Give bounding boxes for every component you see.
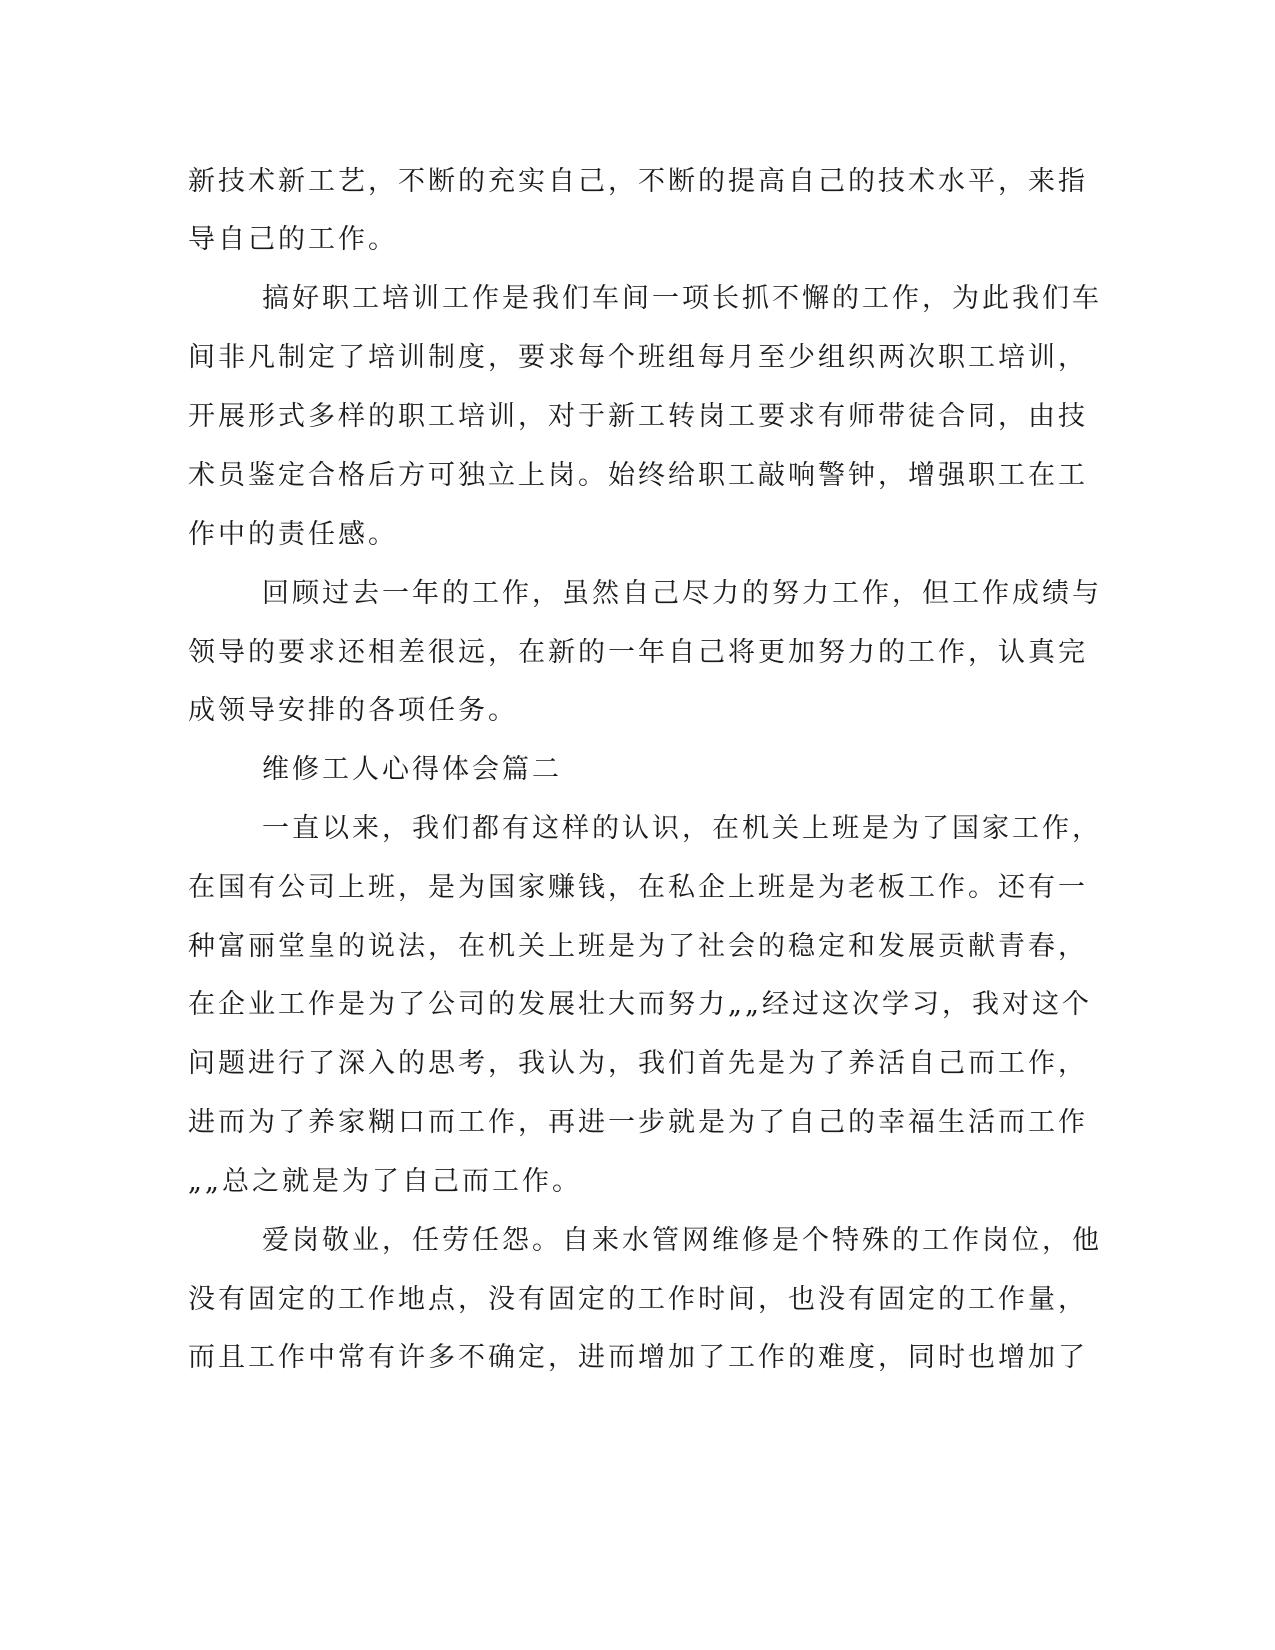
text-line: 一直以来，我们都有这样的认识，在机关上班是为了国家工作， bbox=[262, 813, 1102, 844]
text-line: 开展形式多样的职工培训，对于新工转岗工要求有师带徒合同，由技 bbox=[188, 401, 1088, 432]
text-line: 术员鉴定合格后方可独立上岗。始终给职工敲响警钟，增强职工在工 bbox=[188, 460, 1088, 491]
text-line: 而且工作中常有许多不确定，进而增加了工作的难度，同时也增加了 bbox=[188, 1342, 1088, 1373]
text-line: 没有固定的工作地点，没有固定的工作时间，也没有固定的工作量， bbox=[188, 1284, 1088, 1315]
text-line: „„总之就是为了自己而工作。 bbox=[188, 1166, 582, 1197]
text-line: 作中的责任感。 bbox=[188, 519, 398, 550]
text-line: 领导的要求还相差很远，在新的一年自己将更加努力的工作，认真完 bbox=[188, 637, 1088, 668]
text-line: 间非凡制定了培训制度，要求每个班组每月至少组织两次职工培训， bbox=[188, 342, 1088, 373]
text-line: 爱岗敬业，任劳任怨。自来水管网维修是个特殊的工作岗位，他 bbox=[262, 1225, 1102, 1256]
text-line: 种富丽堂皇的说法，在机关上班是为了社会的稳定和发展贡献青春， bbox=[188, 931, 1088, 962]
text-line: 导自己的工作。 bbox=[188, 224, 398, 255]
text-line: 搞好职工培训工作是我们车间一项长抓不懈的工作，为此我们车 bbox=[262, 283, 1102, 314]
text-line: 进而为了养家糊口而工作，再进一步就是为了自己的幸福生活而工作 bbox=[188, 1107, 1088, 1138]
text-line: 回顾过去一年的工作，虽然自己尽力的努力工作，但工作成绩与 bbox=[262, 578, 1102, 609]
text-line: 新技术新工艺，不断的充实自己，不断的提高自己的技术水平，来指 bbox=[188, 166, 1088, 197]
section-heading: 维修工人心得体会篇二 bbox=[262, 754, 562, 785]
text-line: 问题进行了深入的思考，我认为，我们首先是为了养活自己而工作， bbox=[188, 1048, 1088, 1079]
text-line: 成领导安排的各项任务。 bbox=[188, 695, 518, 726]
text-line: 在国有公司上班，是为国家赚钱，在私企上班是为老板工作。还有一 bbox=[188, 872, 1088, 903]
text-line: 在企业工作是为了公司的发展壮大而努力„„经过这次学习，我对这个 bbox=[188, 989, 1092, 1020]
